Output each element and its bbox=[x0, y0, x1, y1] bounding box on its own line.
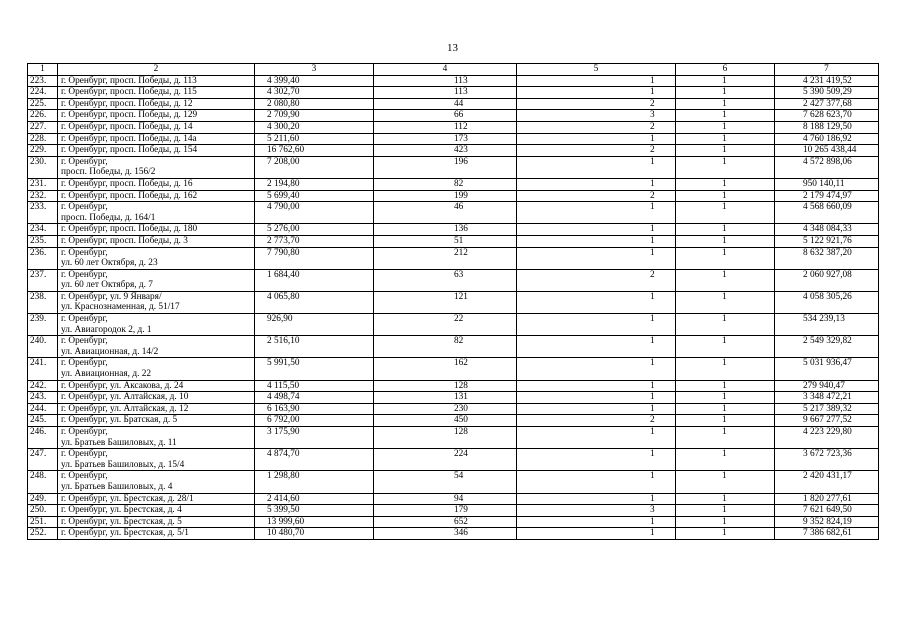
table-row bbox=[28, 471, 879, 493]
address: г. Оренбург, ул. Авиагородок 2, д. 1 bbox=[58, 314, 255, 336]
address: г. Оренбург, ул. 60 лет Октября, д. 7 bbox=[58, 269, 255, 291]
address: г. Оренбург, ул. Брестская, д. 5/1 bbox=[58, 528, 255, 540]
table-row bbox=[28, 224, 879, 236]
amount-value: 9 352 824,19 bbox=[775, 516, 879, 528]
amount-value: 950 140,11 bbox=[775, 178, 879, 190]
col6-value: 1 bbox=[676, 291, 775, 313]
col6-value: 1 bbox=[676, 190, 775, 202]
amount-value: 7 386 682,61 bbox=[775, 528, 879, 540]
table-row bbox=[28, 505, 879, 517]
col4-value: 128 bbox=[374, 427, 517, 449]
header-col-3: 3 bbox=[255, 64, 374, 76]
row-number: 232. bbox=[28, 190, 58, 202]
area-value: 7 790,80 bbox=[255, 247, 374, 269]
area-value: 4 399,40 bbox=[255, 75, 374, 87]
table-row bbox=[28, 358, 879, 380]
header-row bbox=[28, 64, 879, 76]
address: г. Оренбург, ул. Брестская, д. 28/1 bbox=[58, 493, 255, 505]
col6-value: 1 bbox=[676, 178, 775, 190]
table-row bbox=[28, 133, 879, 145]
row-number: 241. bbox=[28, 358, 58, 380]
col6-value: 1 bbox=[676, 392, 775, 404]
area-value: 6 792,00 bbox=[255, 415, 374, 427]
amount-value: 5 031 936,47 bbox=[775, 358, 879, 380]
row-number: 231. bbox=[28, 178, 58, 190]
table-row bbox=[28, 178, 879, 190]
header-col-5: 5 bbox=[517, 64, 676, 76]
address: г. Оренбург, просп. Победы, д. 115 bbox=[58, 87, 255, 99]
table-row bbox=[28, 516, 879, 528]
row-number: 238. bbox=[28, 291, 58, 313]
amount-value: 3 348 472,21 bbox=[775, 392, 879, 404]
col6-value: 1 bbox=[676, 380, 775, 392]
col4-value: 113 bbox=[374, 75, 517, 87]
address: г. Оренбург, ул. Братская, д. 5 bbox=[58, 415, 255, 427]
amount-value: 3 672 723,36 bbox=[775, 449, 879, 471]
row-number: 230. bbox=[28, 156, 58, 178]
col6-value: 1 bbox=[676, 224, 775, 236]
amount-value: 5 390 509,29 bbox=[775, 87, 879, 99]
address: г. Оренбург, просп. Победы, д. 180 bbox=[58, 224, 255, 236]
area-value: 4 300,20 bbox=[255, 121, 374, 133]
table-row bbox=[28, 98, 879, 110]
col6-value: 1 bbox=[676, 269, 775, 291]
amount-value: 2 427 377,68 bbox=[775, 98, 879, 110]
col6-value: 1 bbox=[676, 449, 775, 471]
area-value: 4 790,00 bbox=[255, 202, 374, 224]
row-number: 245. bbox=[28, 415, 58, 427]
col5-value: 1 bbox=[517, 336, 676, 358]
col5-value: 1 bbox=[517, 528, 676, 540]
amount-value: 4 231 419,52 bbox=[775, 75, 879, 87]
address: г. Оренбург, просп. Победы, д. 16 bbox=[58, 178, 255, 190]
table-row bbox=[28, 493, 879, 505]
col5-value: 1 bbox=[517, 75, 676, 87]
amount-value: 4 223 229,80 bbox=[775, 427, 879, 449]
col4-value: 423 bbox=[374, 145, 517, 157]
col6-value: 1 bbox=[676, 87, 775, 99]
col4-value: 51 bbox=[374, 235, 517, 247]
address: г. Оренбург, просп. Победы, д. 3 bbox=[58, 235, 255, 247]
col6-value: 1 bbox=[676, 235, 775, 247]
col5-value: 1 bbox=[517, 471, 676, 493]
amount-value: 5 217 389,32 bbox=[775, 403, 879, 415]
col4-value: 173 bbox=[374, 133, 517, 145]
address: г. Оренбург, ул. Алтайская, д. 12 bbox=[58, 403, 255, 415]
col6-value: 1 bbox=[676, 75, 775, 87]
amount-value: 7 621 649,50 bbox=[775, 505, 879, 517]
area-value: 926,90 bbox=[255, 314, 374, 336]
col4-value: 46 bbox=[374, 202, 517, 224]
area-value: 3 175,90 bbox=[255, 427, 374, 449]
area-value: 1 684,40 bbox=[255, 269, 374, 291]
amount-value: 4 572 898,06 bbox=[775, 156, 879, 178]
data-table bbox=[27, 63, 879, 540]
row-number: 240. bbox=[28, 336, 58, 358]
col5-value: 1 bbox=[517, 449, 676, 471]
col5-value: 1 bbox=[517, 403, 676, 415]
amount-value: 2 420 431,17 bbox=[775, 471, 879, 493]
col4-value: 22 bbox=[374, 314, 517, 336]
col5-value: 1 bbox=[517, 493, 676, 505]
col5-value: 2 bbox=[517, 415, 676, 427]
row-number: 243. bbox=[28, 392, 58, 404]
table-row bbox=[28, 87, 879, 99]
address: г. Оренбург, ул. Аксакова, д. 24 bbox=[58, 380, 255, 392]
table-row bbox=[28, 110, 879, 122]
col5-value: 1 bbox=[517, 358, 676, 380]
col4-value: 136 bbox=[374, 224, 517, 236]
col5-value: 2 bbox=[517, 190, 676, 202]
col4-value: 121 bbox=[374, 291, 517, 313]
col4-value: 44 bbox=[374, 98, 517, 110]
area-value: 16 762,60 bbox=[255, 145, 374, 157]
address: г. Оренбург, просп. Победы, д. 129 bbox=[58, 110, 255, 122]
row-number: 224. bbox=[28, 87, 58, 99]
col4-value: 54 bbox=[374, 471, 517, 493]
area-value: 4 065,80 bbox=[255, 291, 374, 313]
address: г. Оренбург, ул. 60 лет Октября, д. 23 bbox=[58, 247, 255, 269]
amount-value: 534 239,13 bbox=[775, 314, 879, 336]
amount-value: 4 760 186,92 bbox=[775, 133, 879, 145]
address: г. Оренбург, ул. Брестская, д. 4 bbox=[58, 505, 255, 517]
col5-value: 1 bbox=[517, 291, 676, 313]
area-value: 2 709,90 bbox=[255, 110, 374, 122]
address: г. Оренбург, ул. Братьев Башиловых, д. 4 bbox=[58, 471, 255, 493]
header-col-2: 2 bbox=[58, 64, 255, 76]
amount-value: 2 060 927,08 bbox=[775, 269, 879, 291]
col6-value: 1 bbox=[676, 403, 775, 415]
col4-value: 131 bbox=[374, 392, 517, 404]
page-number: 13 bbox=[447, 42, 458, 54]
table-row bbox=[28, 269, 879, 291]
col5-value: 1 bbox=[517, 392, 676, 404]
row-number: 246. bbox=[28, 427, 58, 449]
table-row bbox=[28, 202, 879, 224]
header-col-6: 6 bbox=[676, 64, 775, 76]
col6-value: 1 bbox=[676, 98, 775, 110]
address: г. Оренбург, ул. Авиационная, д. 22 bbox=[58, 358, 255, 380]
col4-value: 82 bbox=[374, 336, 517, 358]
amount-value: 5 122 921,76 bbox=[775, 235, 879, 247]
col5-value: 2 bbox=[517, 98, 676, 110]
address: г. Оренбург, ул. Авиационная, д. 14/2 bbox=[58, 336, 255, 358]
col6-value: 1 bbox=[676, 493, 775, 505]
area-value: 13 999,60 bbox=[255, 516, 374, 528]
col6-value: 1 bbox=[676, 110, 775, 122]
address: г. Оренбург, ул. Братьев Башиловых, д. 11 bbox=[58, 427, 255, 449]
area-value: 2 414,60 bbox=[255, 493, 374, 505]
row-number: 225. bbox=[28, 98, 58, 110]
area-value: 2 194,80 bbox=[255, 178, 374, 190]
row-number: 242. bbox=[28, 380, 58, 392]
area-value: 2 080,80 bbox=[255, 98, 374, 110]
address: г. Оренбург, просп. Победы, д. 162 bbox=[58, 190, 255, 202]
table-row bbox=[28, 121, 879, 133]
table-row bbox=[28, 235, 879, 247]
col6-value: 1 bbox=[676, 516, 775, 528]
col5-value: 1 bbox=[517, 87, 676, 99]
area-value: 4 498,74 bbox=[255, 392, 374, 404]
row-number: 234. bbox=[28, 224, 58, 236]
address: г. Оренбург, просп. Победы, д. 14а bbox=[58, 133, 255, 145]
col5-value: 1 bbox=[517, 516, 676, 528]
amount-value: 1 820 277,61 bbox=[775, 493, 879, 505]
row-number: 239. bbox=[28, 314, 58, 336]
table-row bbox=[28, 75, 879, 87]
row-number: 236. bbox=[28, 247, 58, 269]
col5-value: 1 bbox=[517, 247, 676, 269]
area-value: 4 302,70 bbox=[255, 87, 374, 99]
col4-value: 128 bbox=[374, 380, 517, 392]
col5-value: 1 bbox=[517, 314, 676, 336]
table-row bbox=[28, 145, 879, 157]
col5-value: 1 bbox=[517, 380, 676, 392]
col6-value: 1 bbox=[676, 121, 775, 133]
col5-value: 2 bbox=[517, 269, 676, 291]
amount-value: 4 568 660,09 bbox=[775, 202, 879, 224]
col4-value: 199 bbox=[374, 190, 517, 202]
area-value: 5 399,50 bbox=[255, 505, 374, 517]
area-value: 5 991,50 bbox=[255, 358, 374, 380]
amount-value: 4 348 084,33 bbox=[775, 224, 879, 236]
address: г. Оренбург, просп. Победы, д. 164/1 bbox=[58, 202, 255, 224]
amount-value: 279 940,47 bbox=[775, 380, 879, 392]
area-value: 6 163,90 bbox=[255, 403, 374, 415]
area-value: 5 699,40 bbox=[255, 190, 374, 202]
col5-value: 1 bbox=[517, 427, 676, 449]
header-col-1: 1 bbox=[28, 64, 58, 76]
row-number: 252. bbox=[28, 528, 58, 540]
amount-value: 8 188 129,50 bbox=[775, 121, 879, 133]
row-number: 227. bbox=[28, 121, 58, 133]
row-number: 237. bbox=[28, 269, 58, 291]
col4-value: 346 bbox=[374, 528, 517, 540]
col4-value: 212 bbox=[374, 247, 517, 269]
amount-value: 7 628 623,70 bbox=[775, 110, 879, 122]
col6-value: 1 bbox=[676, 314, 775, 336]
col4-value: 113 bbox=[374, 87, 517, 99]
col6-value: 1 bbox=[676, 247, 775, 269]
table-row bbox=[28, 528, 879, 540]
col6-value: 1 bbox=[676, 415, 775, 427]
col4-value: 112 bbox=[374, 121, 517, 133]
area-value: 5 211,60 bbox=[255, 133, 374, 145]
area-value: 4 115,50 bbox=[255, 380, 374, 392]
area-value: 4 874,70 bbox=[255, 449, 374, 471]
col4-value: 162 bbox=[374, 358, 517, 380]
col6-value: 1 bbox=[676, 505, 775, 517]
table-body bbox=[28, 75, 879, 539]
col4-value: 63 bbox=[374, 269, 517, 291]
address: г. Оренбург, просп. Победы, д. 113 bbox=[58, 75, 255, 87]
col4-value: 224 bbox=[374, 449, 517, 471]
col5-value: 1 bbox=[517, 224, 676, 236]
col6-value: 1 bbox=[676, 336, 775, 358]
area-value: 2 773,70 bbox=[255, 235, 374, 247]
col5-value: 3 bbox=[517, 110, 676, 122]
row-number: 244. bbox=[28, 403, 58, 415]
area-value: 7 208,00 bbox=[255, 156, 374, 178]
col6-value: 1 bbox=[676, 528, 775, 540]
col4-value: 94 bbox=[374, 493, 517, 505]
row-number: 249. bbox=[28, 493, 58, 505]
col4-value: 652 bbox=[374, 516, 517, 528]
table-row bbox=[28, 190, 879, 202]
table-row bbox=[28, 427, 879, 449]
amount-value: 2 549 329,82 bbox=[775, 336, 879, 358]
col5-value: 1 bbox=[517, 235, 676, 247]
address: г. Оренбург, ул. Брестская, д. 5 bbox=[58, 516, 255, 528]
col6-value: 1 bbox=[676, 471, 775, 493]
amount-value: 2 179 474,97 bbox=[775, 190, 879, 202]
col6-value: 1 bbox=[676, 156, 775, 178]
col5-value: 1 bbox=[517, 133, 676, 145]
area-value: 2 516,10 bbox=[255, 336, 374, 358]
address: г. Оренбург, просп. Победы, д. 156/2 bbox=[58, 156, 255, 178]
col6-value: 1 bbox=[676, 133, 775, 145]
table-row bbox=[28, 449, 879, 471]
table-row bbox=[28, 314, 879, 336]
address: г. Оренбург, просп. Победы, д. 12 bbox=[58, 98, 255, 110]
col6-value: 1 bbox=[676, 202, 775, 224]
row-number: 248. bbox=[28, 471, 58, 493]
address: г. Оренбург, просп. Победы, д. 154 bbox=[58, 145, 255, 157]
row-number: 228. bbox=[28, 133, 58, 145]
header-col-4: 4 bbox=[374, 64, 517, 76]
area-value: 10 480,70 bbox=[255, 528, 374, 540]
table-row bbox=[28, 392, 879, 404]
row-number: 229. bbox=[28, 145, 58, 157]
amount-value: 9 667 277,52 bbox=[775, 415, 879, 427]
col6-value: 1 bbox=[676, 145, 775, 157]
col5-value: 1 bbox=[517, 178, 676, 190]
col5-value: 2 bbox=[517, 145, 676, 157]
row-number: 235. bbox=[28, 235, 58, 247]
area-value: 1 298,80 bbox=[255, 471, 374, 493]
row-number: 251. bbox=[28, 516, 58, 528]
row-number: 226. bbox=[28, 110, 58, 122]
amount-value: 4 058 305,26 bbox=[775, 291, 879, 313]
row-number: 233. bbox=[28, 202, 58, 224]
table-row bbox=[28, 156, 879, 178]
col5-value: 3 bbox=[517, 505, 676, 517]
row-number: 223. bbox=[28, 75, 58, 87]
col4-value: 179 bbox=[374, 505, 517, 517]
table-row bbox=[28, 380, 879, 392]
address: г. Оренбург, ул. 9 Января/ ул. Краснознаменная, д. 51/17 bbox=[58, 291, 255, 313]
col4-value: 66 bbox=[374, 110, 517, 122]
col5-value: 1 bbox=[517, 202, 676, 224]
table-row bbox=[28, 247, 879, 269]
row-number: 247. bbox=[28, 449, 58, 471]
address: г. Оренбург, ул. Алтайская, д. 10 bbox=[58, 392, 255, 404]
col6-value: 1 bbox=[676, 358, 775, 380]
col4-value: 230 bbox=[374, 403, 517, 415]
col4-value: 82 bbox=[374, 178, 517, 190]
col4-value: 196 bbox=[374, 156, 517, 178]
col4-value: 450 bbox=[374, 415, 517, 427]
col6-value: 1 bbox=[676, 427, 775, 449]
table-row bbox=[28, 403, 879, 415]
header-col-7: 7 bbox=[775, 64, 879, 76]
row-number: 250. bbox=[28, 505, 58, 517]
col5-value: 2 bbox=[517, 121, 676, 133]
col5-value: 1 bbox=[517, 156, 676, 178]
table-row bbox=[28, 336, 879, 358]
address: г. Оренбург, просп. Победы, д. 14 bbox=[58, 121, 255, 133]
area-value: 5 276,00 bbox=[255, 224, 374, 236]
address: г. Оренбург, ул. Братьев Башиловых, д. 15/4 bbox=[58, 449, 255, 471]
table-row bbox=[28, 291, 879, 313]
amount-value: 8 632 387,20 bbox=[775, 247, 879, 269]
amount-value: 10 265 438,44 bbox=[775, 145, 879, 157]
table-row bbox=[28, 415, 879, 427]
